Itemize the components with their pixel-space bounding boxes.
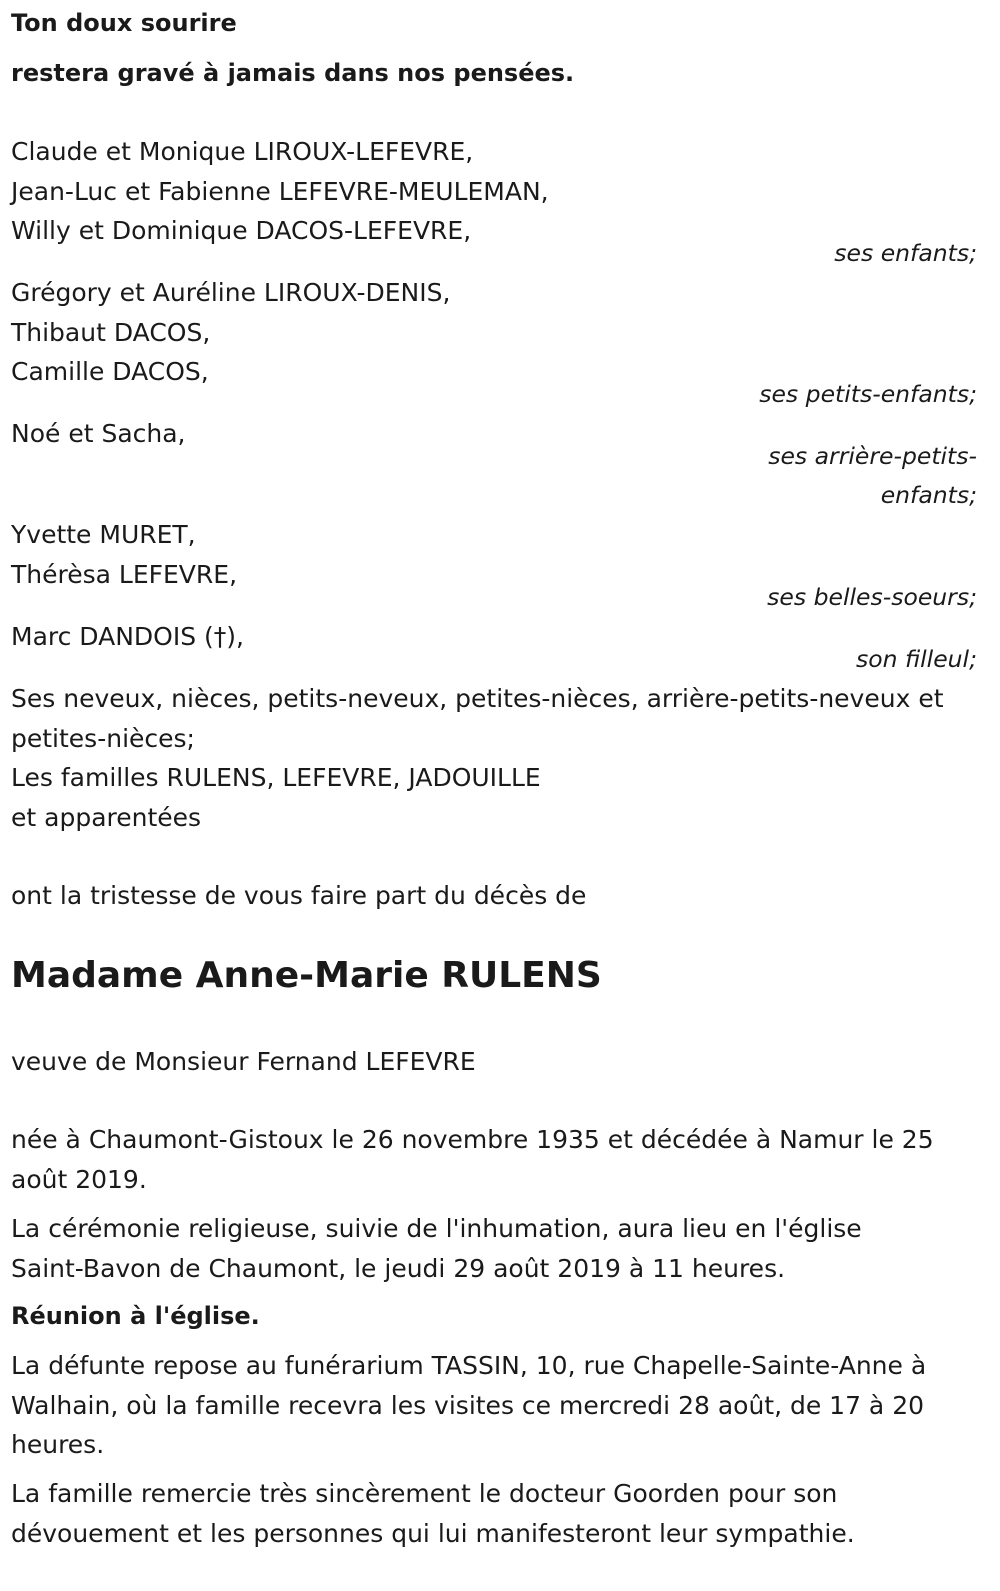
paragraph-line: heures. [11, 1430, 105, 1459]
epitaph-line-1: Ton doux sourire [11, 9, 237, 37]
relatives-section [11, 679, 977, 837]
role-sisters-in-law: ses belles-soeurs; [767, 583, 977, 611]
paragraph-line: Saint-Bavon de Chaumont, le jeudi 29 août 2019 à 11 heures. [11, 1253, 786, 1283]
role-godson: son filleul; [855, 645, 977, 673]
role-grandchildren: ses petits-enfants; [759, 380, 977, 408]
funeral-home-paragraph [11, 1346, 977, 1465]
birth-death-paragraph [11, 1120, 977, 1199]
widow-of: veuve de Monsieur Fernand LEFEVRE [11, 1047, 476, 1076]
paragraph-line: Walhain, où la famille recevra les visites ce mercredi 28 août, de 17 à 20 [11, 1390, 925, 1420]
role-great-grandchildren: ses arrière-petits- [768, 442, 977, 470]
relatives-line: Les familles RULENS, LEFEVRE, JADOUILLE [11, 763, 541, 792]
meeting-note: Réunion à l'église. [11, 1302, 260, 1330]
announcement-text: ont la tristesse de vous faire part du décès de [11, 881, 587, 910]
relatives-line: et apparentées [11, 802, 202, 832]
role-great-grandchildren-cont: enfants; [880, 481, 977, 509]
paragraph-line: La défunte repose au funérarium TASSIN, 10, rue Chapelle-Sainte-Anne à [11, 1351, 927, 1380]
family-member: Claude et Monique LIROUX-LEFEVRE, [11, 137, 474, 166]
deceased-name: Madame Anne-Marie RULENS [11, 955, 602, 996]
family-member: Yvette MURET, [11, 520, 196, 549]
family-member: Jean-Luc et Fabienne LEFEVRE-MEULEMAN, [11, 176, 549, 206]
relatives-line: Ses neveux, nièces, petits-neveux, petites-nièces, arrière-petits-neveux et [11, 684, 944, 713]
epitaph-line-2: restera gravé à jamais dans nos pensées. [11, 59, 575, 87]
family-member: Thérèsa LEFEVRE, [11, 559, 238, 589]
family-member: Thibaut DACOS, [11, 317, 211, 347]
family-member: Noé et Sacha, [11, 419, 186, 448]
paragraph-line: dévouement et les personnes qui lui manifesteront leur sympathie. [11, 1518, 855, 1548]
paragraph-line: La cérémonie religieuse, suivie de l'inhumation, aura lieu en l'église [11, 1214, 862, 1243]
grandchildren-section [11, 273, 977, 392]
paragraph-line: La famille remercie très sincèrement le docteur Goorden pour son [11, 1479, 838, 1508]
paragraph-line: née à Chaumont-Gistoux le 26 novembre 1935 et décédée à Namur le 25 [11, 1125, 934, 1154]
family-member: Marc DANDOIS (†), [11, 622, 244, 651]
relatives-line: petites-nièces; [11, 723, 195, 753]
thanks-paragraph [11, 1474, 977, 1553]
role-children: ses enfants; [834, 239, 977, 267]
paragraph-line: août 2019. [11, 1164, 147, 1194]
children-section [11, 132, 977, 251]
family-member: Camille DACOS, [11, 357, 209, 386]
family-member: Grégory et Auréline LIROUX-DENIS, [11, 278, 451, 307]
family-member: Willy et Dominique DACOS-LEFEVRE, [11, 216, 472, 245]
ceremony-paragraph [11, 1209, 977, 1288]
